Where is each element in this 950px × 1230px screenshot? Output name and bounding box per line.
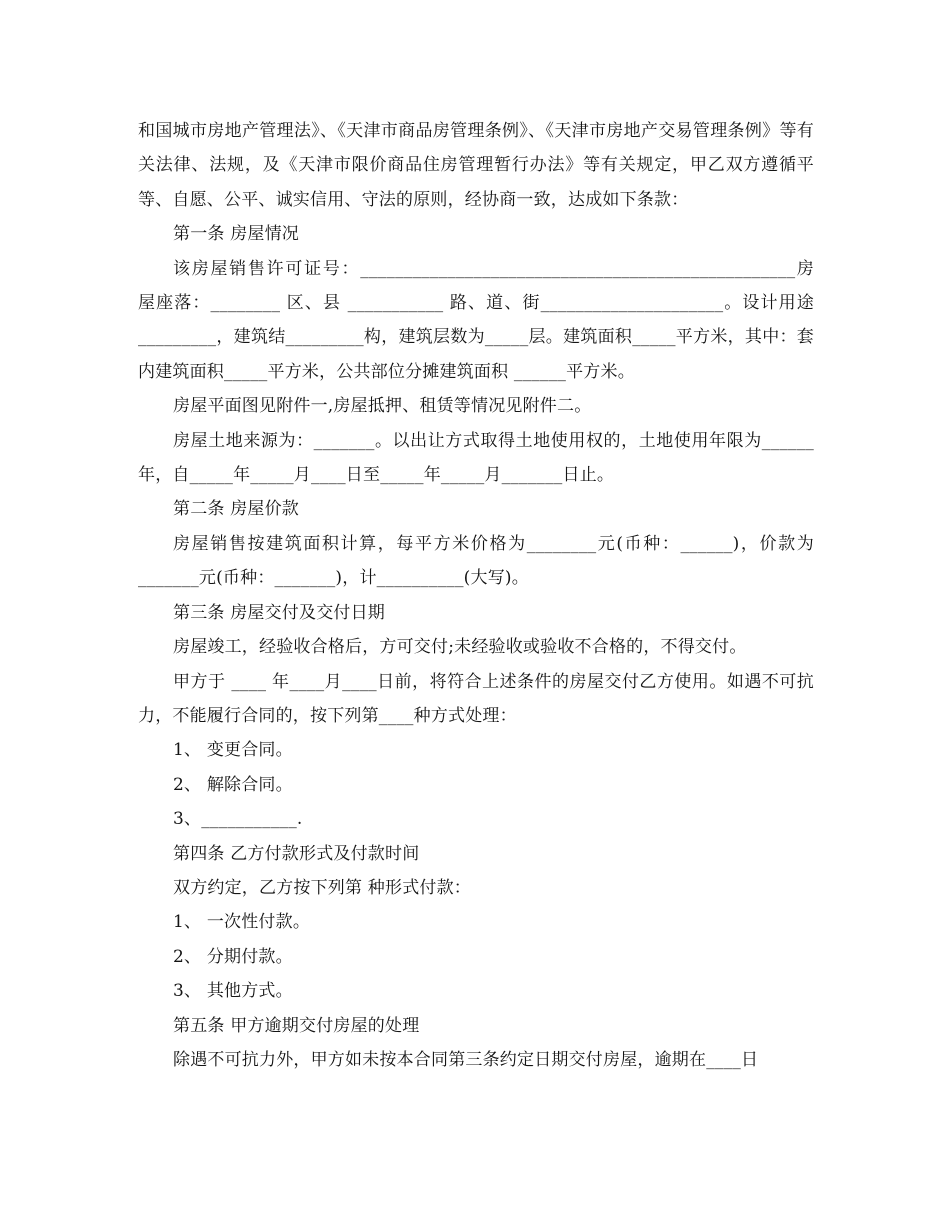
payment-method-paragraph: 双方约定，乙方按下列第 种形式付款： xyxy=(173,877,472,898)
document-page xyxy=(138,114,820,1077)
house-info-paragraph: 该房屋销售许可证号：__________________________________________________房屋座落：________ 区、县 ___________ 路、道、街_____________________。设计用途 _________，建筑结_________构，建筑层数为_____层。建筑面积_____平方米，其中：套内建筑面积_____平方米，公共部位分摊建筑面积 ______平方米。 xyxy=(138,258,820,382)
list-item: 3、___________. xyxy=(173,809,303,830)
article-1-heading: 第一条 房屋情况 xyxy=(173,224,300,245)
article-3-heading: 第三条 房屋交付及交付日期 xyxy=(173,602,386,623)
list-item: 2、 分期付款。 xyxy=(173,946,293,967)
list-item: 2、 解除合同。 xyxy=(173,774,293,795)
article-4-heading: 第四条 乙方付款形式及付款时间 xyxy=(173,843,420,864)
intro-paragraph: 和国城市房地产管理法》、《天津市商品房管理条例》、《天津市房地产交易管理条例》等有关法律、法规，及《天津市限价商品住房管理暂行办法》等有关规定，甲乙双方遵循平等、自愿、公平、诚实信用、守法的原则，经协商一致，达成如下条款： xyxy=(138,121,814,210)
delivery-date-paragraph: 甲方于 ____ 年____月____日前，将符合上述条件的房屋交付乙方使用。如遇不可抗力，不能履行合同的，按下列第____种方式处理： xyxy=(138,671,814,726)
land-source-paragraph: 房屋土地来源为：_______。以出让方式取得土地使用权的，土地使用年限为______年，自_____年_____月____日至_____年_____月_______日止。 xyxy=(138,430,814,486)
late-delivery-paragraph: 除遇不可抗力外，甲方如未按本合同第三条约定日期交付房屋，逾期在____日 xyxy=(173,1049,759,1070)
completion-paragraph: 房屋竣工，经验收合格后，方可交付;未经验收或验收不合格的，不得交付。 xyxy=(173,637,747,658)
article-5-heading: 第五条 甲方逾期交付房屋的处理 xyxy=(173,1015,420,1036)
list-item: 3、 其他方式。 xyxy=(173,981,293,1002)
list-item: 1、 变更合同。 xyxy=(173,740,293,761)
article-2-heading: 第二条 房屋价款 xyxy=(173,499,300,520)
list-item: 1、 一次性付款。 xyxy=(173,912,311,933)
price-paragraph: 房屋销售按建筑面积计算，每平方米价格为________元(币种：______)，价款为_______元(币种：_______)，计__________(大写)。 xyxy=(138,533,814,589)
floor-plan-paragraph: 房屋平面图见附件一,房屋抵押、租赁等情况见附件二。 xyxy=(173,396,592,417)
